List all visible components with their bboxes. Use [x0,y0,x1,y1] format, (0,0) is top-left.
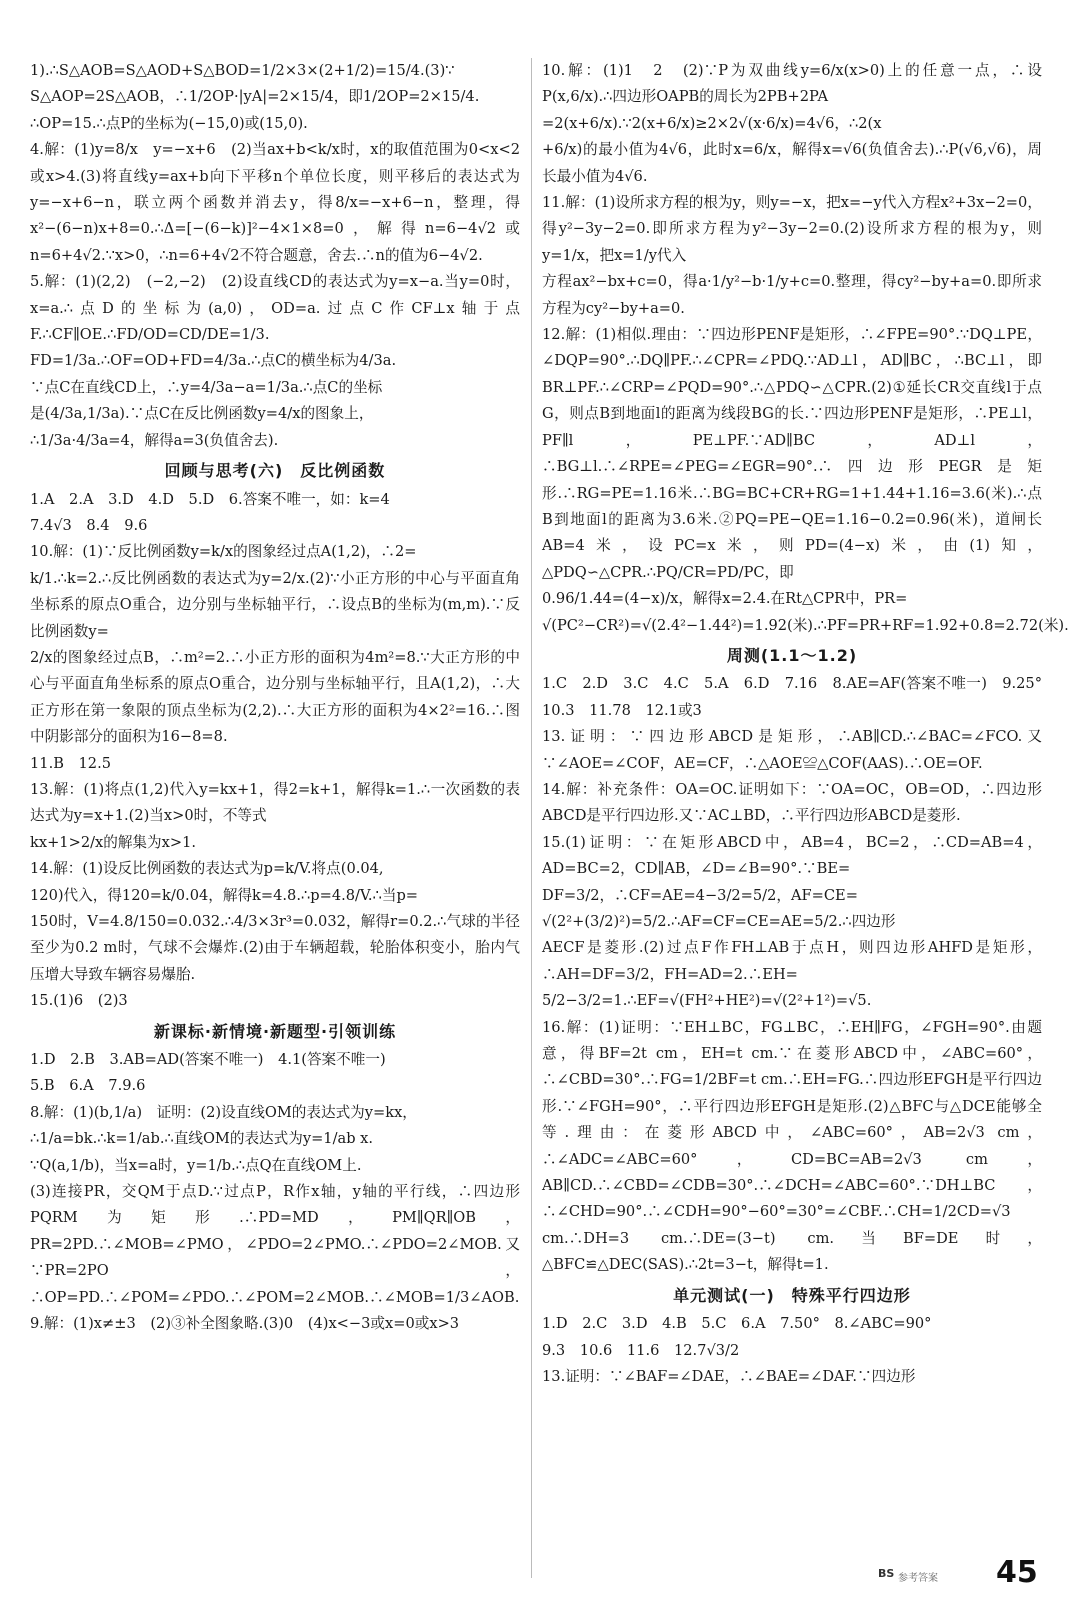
answer-paragraph: 10.解：(1)∵反比例函数y=k/x的图象经过点A(1,2)，∴2= [30,543,417,561]
answer-paragraph: 1.C 2.D 3.C 4.C 5.A 6.D 7.16 8.AE=AF(答案不唯一) 9.25° 10.3 11.78 12.1或3 [542,675,1057,719]
answer-paragraph: DF=3/2，∴CF=AE=4−3/2=5/2，AF=CE= [542,886,858,904]
answer-paragraph: FD=1/3a.∴OF=OD+FD=4/3a.∴点C的横坐标为4/3a. [30,352,397,370]
answer-paragraph: 方程ax²−bx+c=0，得a·1/y²−b·1/y+c=0.整理，得cy²−by+a=0.即所求方程为cy²−by+a=0. [542,273,1042,317]
answer-paragraph: +6/x)的最小值为4√6，此时x=6/x，解得x=√6(负值舍去).∴P(√6,√6)，周长最小值为4√6. [542,141,1042,185]
answer-paragraph: 8.解：(1)(b,1/a) 证明：(2)设直线OM的表达式为y=kx， [30,1103,417,1121]
answer-paragraph: 120)代入，得120=k/0.04，解得k=4.8.∴p=4.8/V.∴当p= [30,886,419,904]
column-divider [531,58,532,1578]
answer-paragraph: 11.解：(1)设所求方程的根为y，则y=−x，把x=−y代入方程x²+3x−2=0，得y²−3y−2=0.即所求方程为y²−3y−2=0.(2)设所求方程的根为y，则y=1/x，把x=1/y代入 [542,194,1042,264]
answer-paragraph: 4.解：(1)y=8/x y=−x+6 (2)当ax+b<k/x时，x的取值范围为0<x<2或x>4.(3)将直线y=ax+b向下平移n个单位长度，则平移后的表达式为y=−x+6−n，联立两个函数并消去y，得8/x=−x+6−n，整理，得x²−(6−n)x+8=0.∴Δ=[−(6−k)]²−4×1×8=0，解得n=6−4√2或n=6+4√2.∵x>0，∴n=6+4√2不符合题意，舍去.∴n的值为6−4√2. [30,141,520,264]
answer-label: 参考答案 [898,1573,938,1584]
page-number: 45 [996,1555,1038,1590]
answer-paragraph: 13.证明：∵四边形ABCD是矩形，∴AB∥CD.∴∠BAC=∠FCO.又∵∠AOE=∠COF，AE=CF，∴△AOE≌△COF(AAS).∴OE=OF. [542,728,1042,772]
answer-paragraph: 13.证明：∵∠BAF=∠DAE，∴∠BAE=∠DAF.∵四边形 [542,1367,916,1385]
answer-paragraph: S△AOP=2S△AOB，∴1/2OP·|yA|=2×15/4，即1/2OP=2×15/4. [30,88,480,106]
answer-paragraph: ∵Q(a,1/b)，当x=a时，y=1/b.∴点Q在直线OM上. [30,1156,362,1174]
answer-paragraph: 7.4√3 8.4 9.6 [30,516,148,534]
answer-paragraph: 是(4/3a,1/3a).∵点C在反比例函数y=4/x的图象上， [30,405,374,423]
answer-paragraph: ∴1/a=bk.∴k=1/ab.∴直线OM的表达式为y=1/ab x. [30,1130,374,1148]
answer-paragraph: 11.B 12.5 [30,754,112,772]
answer-paragraph: ∴1/3a·4/3a=4，解得a=3(负值舍去). [30,431,279,449]
answer-paragraph: k/1.∴k=2.∴反比例函数的表达式为y=2/x.(2)∵小正方形的中心与平面直角坐标系的原点O重合，边分别与坐标轴平行，∴设点B的坐标为(m,m).∵反比例函数y= [30,569,520,640]
answer-paragraph: 12.解：(1)相似.理由：∵四边形PENF是矩形，∴∠FPE=90°.∵DQ⊥PE，∠DQP=90°.∴DQ∥PF.∴∠CPR=∠PDQ.∵AD⊥l，AD∥BC，∴BC⊥l，即BR⊥PF.∴∠CRP=∠PQD=90°.∴△PDQ∽△CPR.(2)①延长CR交直线l于点G，则点B到地面l的距离为线段BG的长.∵四边形PENF是矩形，∴PE⊥l，PF∥l，PE⊥PF.∵AD∥BC，AD⊥l，∴BG⊥l.∴∠RPE=∠PEG=∠EGR=90°.∴四边形PEGR是矩形.∴RG=PE=1.16米.∴BG=BC+CR+RG=1+1.44+1.16=3.6(米).∴点B到地面l的距离为3.6米.②PQ=PE−QE=1.16−0.2=0.96(米)，道闸长AB=4米，设PC=x米，则PD=(4−x)米，由(1)知，△PDQ∽△CPR.∴PQ/CR=PD/PC，即 [542,326,1042,581]
answer-paragraph: =2(x+6/x).∵2(x+6/x)≥2×2√(x·6/x)=4√6，∴2(x [542,114,882,132]
answer-paragraph: 15.(1)证明：∵在矩形ABCD中，AB=4，BC=2，∴CD=AB=4，AD=BC=2，CD∥AB，∠D=∠B=90°.∵BE= [542,833,1042,878]
answer-paragraph: 1.D 2.C 3.D 4.B 5.C 6.A 7.50° 8.∠ABC=90° [542,1315,932,1333]
answer-paragraph: 5/2−3/2=1.∴EF=√(FH²+HE²)=√(2²+1²)=√5. [542,992,872,1010]
answer-paragraph: 16.解：(1)证明：∵EH⊥BC，FG⊥BC，∴EH∥FG，∠FGH=90°.由题意，得BF=2t cm，EH=t cm.∵在菱形ABCD中，∠ABC=60°，∴∠CBD=30°.∴FG=1/2BF=t cm.∴EH=FG.∴四边形EFGH是平行四边形.∵∠FGH=90°，∴平行四边形EFGH是矩形.(2)△BFC与△DCE能够全等.理由：在菱形ABCD中，∠ABC=60°，AB=2√3 cm，∴∠ADC=∠ABC=60°，CD=BC=AB=2√3 cm，AB∥CD.∴∠CBD=∠CDB=30°.∴∠DCH=∠ABC=60°.∵DH⊥BC，∴∠CHD=90°.∴∠CDH=90°−60°=30°=∠CBF.∴CH=1/2CD=√3 cm.∴DH=3 cm.∴DE=(3−t) cm.当BF=DE时，△BFC≌△DEC(SAS).∴2t=3−t，解得t=1. [542,1018,1042,1274]
answer-paragraph: 1).∴S△AOB=S△AOD+S△BOD=1/2×3×(2+1/2)=15/4.(3)∵ [30,62,455,79]
answer-paragraph: √(2²+(3/2)²)=5/2.∴AF=CF=CE=AE=5/2.∴四边形 [542,913,896,930]
section-heading: 周测(1.1～1.2) [726,645,858,665]
answer-paragraph: AECF是菱形.(2)过点F作FH⊥AB于点H，则四边形AHFD是矩形，∴AH=DF=3/2，FH=AD=2.∴EH= [542,939,1042,983]
answer-paragraph: 13.解：(1)将点(1,2)代入y=kx+1，得2=k+1，解得k=1.∴一次函数的表达式为y=x+1.(2)当x>0时，不等式 [30,780,520,825]
answer-paragraph: 10.解：(1)1 2 (2)∵P为双曲线y=6/x(x>0)上的任意一点，∴设P(x,6/x).∴四边形OAPB的周长为2PB+2PA [542,62,1042,106]
answer-paragraph: 9.3 10.6 11.6 12.7√3/2 [542,1341,740,1359]
answer-paragraph: 0.96/1.44=(4−x)/x，解得x=2.4.在Rt△CPR中，PR= [542,590,908,608]
answer-paragraph: (3)连接PR，交QM于点D.∵过点P，R作x轴，y轴的平行线，∴四边形PQRM为矩形.∴PD=MD，PM∥QR∥OB，PR=2PD.∴∠MOB=∠PMO，∠PDO=2∠PMO.∴∠PDO=2∠MOB.又∵PR=2PO，∴OP=PD.∴∠POM=∠PDO.∴∠POM=2∠MOB.∴∠MOB=1/3∠AOB. [30,1183,520,1306]
answer-paragraph: 1.D 2.B 3.AB=AD(答案不唯一) 4.1(答案不唯一) [30,1051,386,1069]
section-heading: 新课标·新情境·新题型·引领训练 [153,1021,397,1041]
page-footer [878,1555,1053,1595]
answer-paragraph: ∵点C在直线CD上，∴y=4/3a−a=1/3a.∴点C的坐标 [30,378,383,396]
answer-paragraph: ∴OP=15.∴点P的坐标为(−15,0)或(15,0). [30,114,308,132]
right-column [542,58,1069,1578]
left-column [30,58,520,1578]
answer-paragraph: 5.解：(1)(2,2) (−2,−2) (2)设直线CD的表达式为y=x−a.当y=0时，x=a.∴点D的坐标为(a,0)，OD=a.过点C作CF⊥x轴于点F.∴CF∥OE.∴FD/OD=CD/DE=1/3. [30,273,520,344]
answer-paragraph: 5.B 6.A 7.9.6 [30,1077,146,1095]
answer-paragraph: 150时，V=4.8/150=0.032.∴4/3×3r³=0.032，解得r=0.2.∴气球的半径至少为0.2 m时，气球不会爆炸.(2)由于车辆超载，轮胎体积变小，胎内气压增大导致车辆容易爆胎. [30,913,520,983]
answer-paragraph: 15.(1)6 (2)3 [30,992,128,1010]
answer-paragraph: kx+1>2/x的解集为x>1. [30,833,197,851]
answer-paragraph: √(PC²−CR²)=√(2.4²−1.44²)=1.92(米).∴PF=PR+RF=1.92+0.8=2.72(米). [542,616,1069,634]
answer-paragraph: 14.解：(1)设反比例函数的表达式为p=k/V.将点(0.04, [30,860,384,878]
section-heading: 单元测试(一) 特殊平行四边形 [673,1285,911,1305]
section-heading: 回顾与思考(六) 反比例函数 [164,461,386,481]
edition-code: BS [878,1567,895,1580]
answer-paragraph: 1.A 2.A 3.D 4.D 5.D 6.答案不唯一，如：k=4 [30,490,390,508]
answer-paragraph: 9.解：(1)x≠±3 (2)③补全图象略.(3)0 (4)x<−3或x=0或x>3 [30,1315,460,1333]
answer-paragraph: 14.解：补充条件：OA=OC.证明如下：∵OA=OC，OB=OD，∴四边形ABCD是平行四边形.又∵AC⊥BD，∴平行四边形ABCD是菱形. [542,780,1042,825]
answer-paragraph: 2/x的图象经过点B，∴m²=2.∴小正方形的面积为4m²=8.∵大正方形的中心与平面直角坐标系的原点O重合，边分别与坐标轴平行，且A(1,2)，∴大正方形在第一象限的顶点坐标为(2,2).∴大正方形的面积为4×2²=16.∴图中阴影部分的面积为16−8=8. [30,648,520,746]
